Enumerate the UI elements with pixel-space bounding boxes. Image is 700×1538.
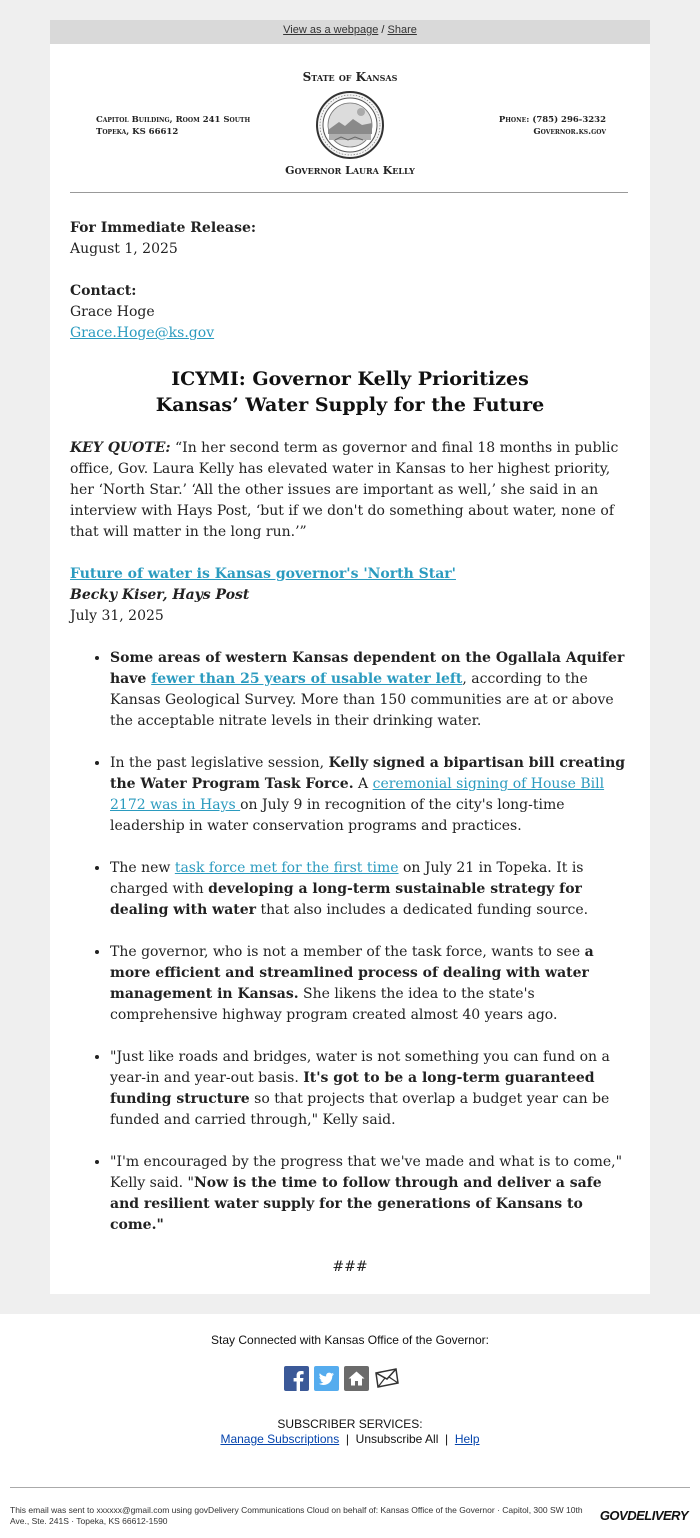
bullet-3-text: that also includes a dedicated funding source.: [256, 902, 589, 918]
letterhead-state: State of Kansas: [302, 70, 398, 84]
headline: [70, 366, 630, 418]
share-link[interactable]: Share: [387, 24, 417, 36]
key-quote-text: “In her second term as governor and final 18 months in public office, Gov. Laura Kelly has elevated water in Kansas to her highest priority, her ‘North Star.’ ‘All the other issues are important as well,’ she said in an interview with Hays Post, ‘but if we don't do something about water, none of that will matter in the long run.’”: [70, 440, 619, 540]
usable-water-link[interactable]: fewer than 25 years of usable water left: [151, 671, 463, 687]
home-icon[interactable]: [344, 1366, 369, 1391]
bullet-3-pre: The new: [110, 860, 175, 876]
article-date: July 31, 2025: [70, 608, 164, 624]
list-item: [110, 1152, 630, 1236]
bullet-5-text: so that projects that overlap a budget year can be funded and carried through," Kelly said.: [110, 1091, 610, 1128]
bullet-6-bold: Now is the time to follow through and deliver a safe and resilient water supply for the generations of Kansans to come.": [110, 1175, 602, 1233]
release-label: For Immediate Release:: [70, 220, 257, 236]
bullet-4-text: She likens the idea to the state's comprehensive highway program created almost 40 years ago.: [110, 986, 558, 1023]
web-view-bar: [50, 20, 650, 46]
letterhead-divider: [70, 192, 628, 193]
list-item: [110, 648, 630, 732]
address-line-2: Topeka, KS 66612: [96, 127, 179, 137]
address-line-1: Capitol Building, Room 241 South: [96, 115, 251, 125]
topbar-separator: /: [381, 24, 385, 36]
twitter-icon[interactable]: [314, 1366, 339, 1391]
facebook-icon[interactable]: [284, 1366, 309, 1391]
contact-label: Contact:: [70, 283, 137, 299]
contact-email-link[interactable]: Grace.Hoge@ks.gov: [70, 325, 215, 341]
bullet-4-bold: a more efficient and streamlined process of dealing with water management in Kansas.: [110, 944, 594, 1002]
unsubscribe-all[interactable]: Unsubscribe All: [355, 1432, 439, 1446]
footer-separator: |: [345, 1432, 349, 1446]
bullet-2-mid: A: [353, 776, 373, 792]
list-item: [110, 858, 630, 921]
ceremonial-signing-link[interactable]: ceremonial signing of House Bill 2172 was in Hays: [110, 776, 605, 813]
letterhead-phone: Phone: (785) 296-3232: [498, 115, 606, 125]
bullet-3-mid: on July 21 in Topeka. It is charged with: [110, 860, 584, 897]
bullet-1-bold: Some areas of western Kansas dependent on the Ogallala Aquifer have: [110, 650, 625, 687]
manage-subscriptions-link[interactable]: Manage Subscriptions: [220, 1432, 340, 1446]
social-icons: [284, 1366, 399, 1394]
bullet-1-text: , according to the Kansas Geological Survey. More than 150 communities are at or above the acceptable nitrate levels in their drinking water.: [110, 671, 614, 729]
list-item: [110, 942, 630, 1026]
article-byline: Becky Kiser, Hays Post: [70, 587, 250, 603]
headline-line-1: ICYMI: Governor Kelly Prioritizes: [171, 368, 529, 390]
footer-separator: |: [445, 1432, 449, 1446]
bullet-2-bold: Kelly signed a bipartisan bill creating the Water Program Task Force.: [110, 755, 626, 792]
headline-line-2: Kansas’ Water Supply for the Future: [155, 394, 545, 416]
letterhead-contact: [499, 114, 606, 138]
article-title-link[interactable]: Future of water is Kansas governor's 'North Star': [70, 566, 456, 582]
key-quote: [70, 438, 630, 543]
list-item: [110, 1047, 630, 1131]
release-date: August 1, 2025: [70, 241, 178, 257]
bullet-2-pre: In the past legislative session,: [110, 755, 329, 771]
view-as-webpage-link[interactable]: View as a webpage: [283, 24, 379, 36]
press-release-card: [50, 44, 650, 1294]
bullet-5-bold: It's got to be a long-term guaranteed funding structure: [110, 1070, 595, 1107]
bullet-2-text: on July 9 in recognition of the city's long-time leadership in water conservation programs and practices.: [110, 797, 565, 834]
contact-name: Grace Hoge: [70, 304, 155, 320]
list-item: [110, 753, 630, 837]
key-quote-label: KEY QUOTE:: [70, 440, 171, 456]
letterhead-governor: Governor Laura Kelly: [285, 164, 415, 177]
subscriber-services: [0, 1417, 700, 1447]
kansas-seal-icon: [315, 90, 385, 160]
bullet-6-pre: "I'm encouraged by the progress that we've made and what is to come," Kelly said. ": [110, 1154, 623, 1191]
bullet-4-pre: The governor, who is not a member of the task force, wants to see: [110, 944, 585, 960]
subscriber-services-label: SUBSCRIBER SERVICES:: [277, 1417, 423, 1431]
end-mark: ###: [332, 1259, 368, 1275]
footer-divider: [10, 1487, 690, 1488]
email-icon[interactable]: [374, 1366, 399, 1391]
letterhead-address: [96, 114, 250, 138]
stay-connected: Stay Connected with Kansas Office of the Governor:: [211, 1333, 489, 1347]
help-link[interactable]: Help: [454, 1432, 480, 1446]
bullet-5-pre: "Just like roads and bridges, water is not something you can fund on a year-in and year-out basis.: [110, 1049, 610, 1086]
task-force-link[interactable]: task force met for the first time: [174, 860, 399, 876]
release-body: [70, 218, 630, 1278]
fine-print: This email was sent to xxxxxx@gmail.com using govDelivery Communications Cloud on behalf of: Kansas Office of the Governor · Capitol, 300 SW 10th Ave., Ste. 241S · Topeka, KS 66612-1590: [10, 1505, 583, 1526]
govdelivery-logo[interactable]: GOVDELIVERY: [599, 1508, 688, 1523]
letterhead-website: Governor.ks.gov: [533, 127, 606, 137]
bullet-3-bold: developing a long-term sustainable strategy for dealing with water: [110, 881, 582, 918]
bullet-list: [70, 648, 630, 1236]
